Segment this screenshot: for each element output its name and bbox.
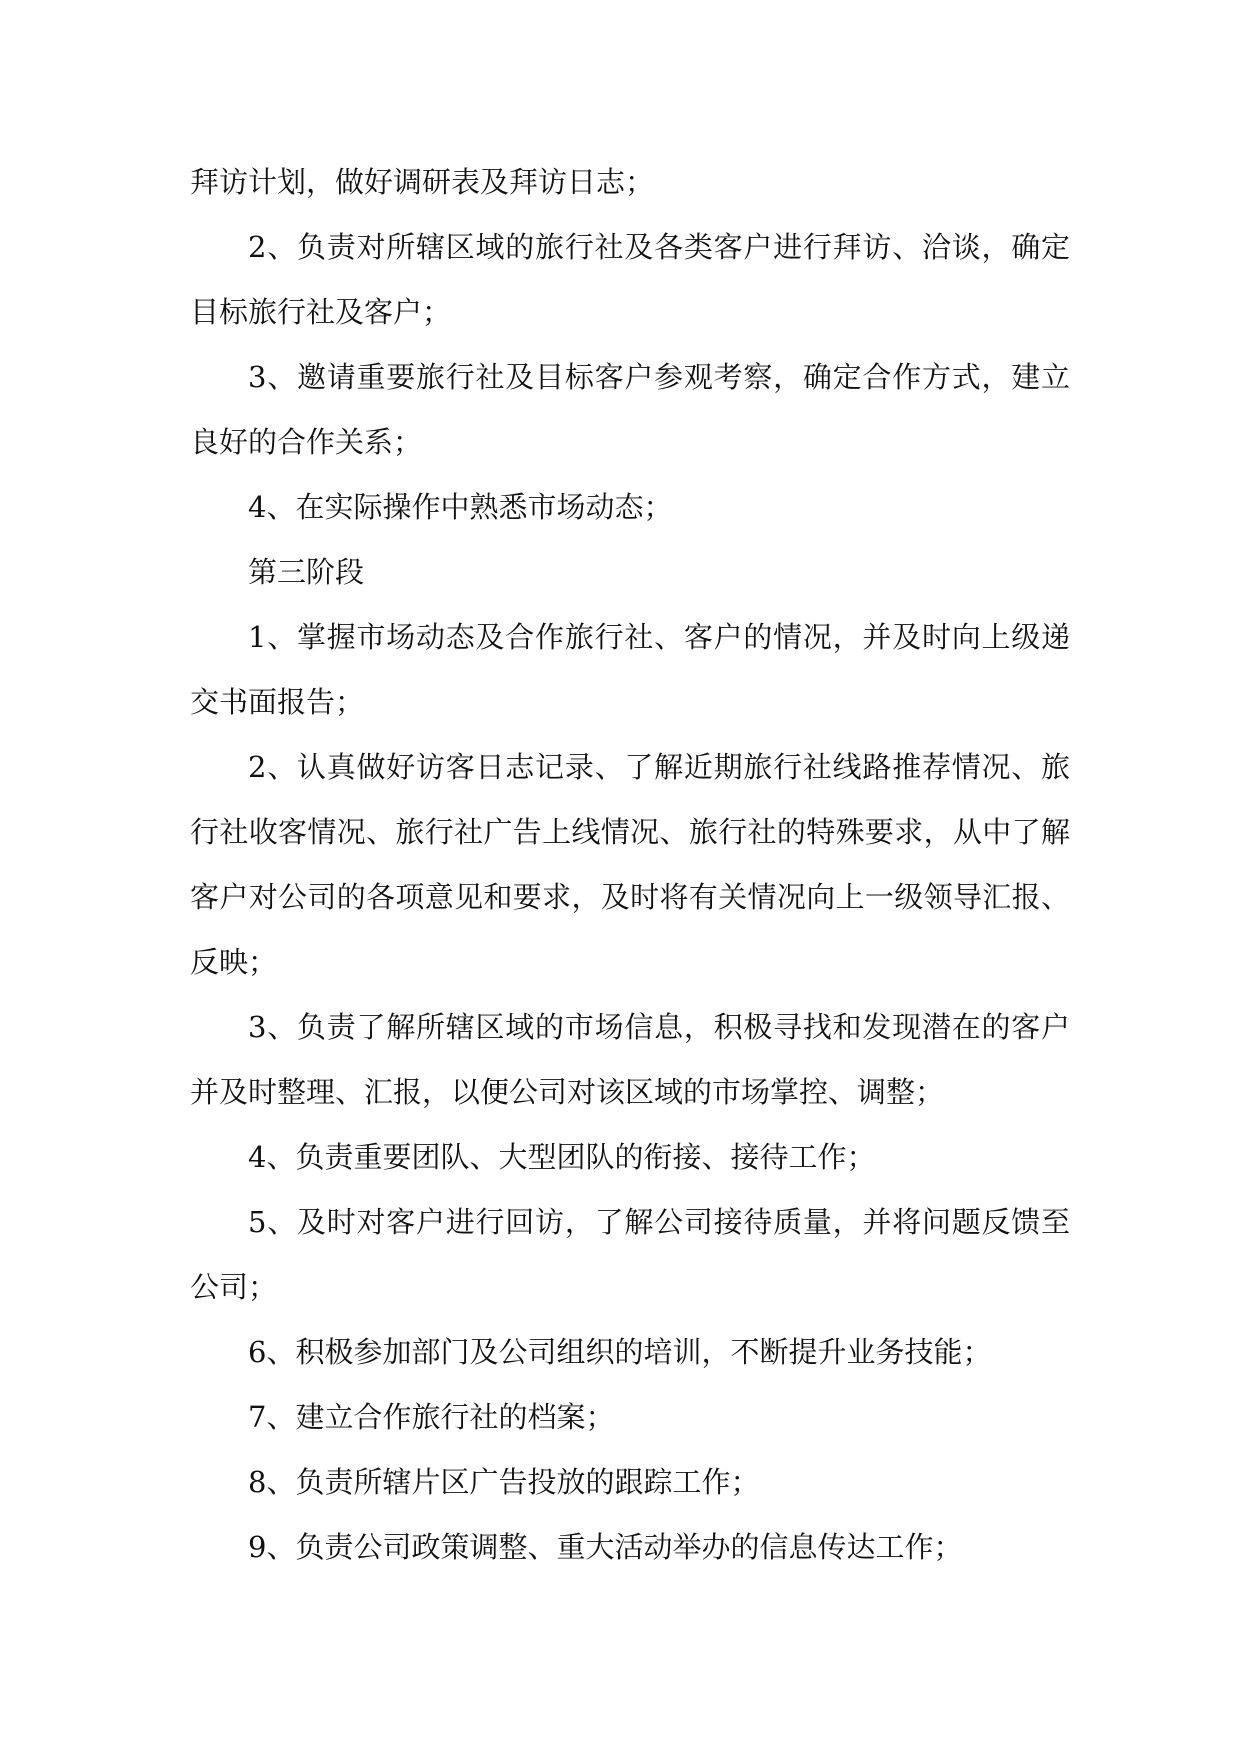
paragraph-stage3-item-6: 6、积极参加部门及公司组织的培训，不断提升业务技能； bbox=[248, 1335, 992, 1369]
paragraph-stage3-item-3: 3、负责了解所辖区域的市场信息，积极寻找和发现潜在的客户并及时整理、汇报，以便公司对该区域的市场掌控、调整； bbox=[190, 1010, 1070, 1109]
paragraph-item-4: 4、在实际操作中熟悉市场动态； bbox=[248, 490, 673, 524]
paragraph-stage3-item-7: 7、建立合作旅行社的档案； bbox=[248, 1400, 615, 1434]
paragraph-continuation: 拜访计划，做好调研表及拜访日志； bbox=[190, 165, 655, 199]
paragraph-stage3-item-9: 9、负责公司政策调整、重大活动举办的信息传达工作； bbox=[248, 1530, 963, 1564]
section-heading-stage-3: 第三阶段 bbox=[248, 555, 365, 589]
paragraph-stage3-item-4: 4、负责重要团队、大型团队的衔接、接待工作； bbox=[248, 1140, 876, 1174]
paragraph-stage3-item-8: 8、负责所辖片区广告投放的跟踪工作； bbox=[248, 1465, 760, 1499]
paragraph-stage3-item-2: 2、认真做好访客日志记录、了解近期旅行社线路推荐情况、旅行社收客情况、旅行社广告上线情况、旅行社的特殊要求，从中了解客户对公司的各项意见和要求，及时将有关情况向上一级领导汇报、反映； bbox=[190, 750, 1070, 979]
paragraph-stage3-item-5: 5、及时对客户进行回访，了解公司接待质量，并将问题反馈至公司； bbox=[190, 1205, 1070, 1304]
paragraph-item-3: 3、邀请重要旅行社及目标客户参观考察，确定合作方式，建立良好的合作关系； bbox=[190, 360, 1070, 459]
document-body bbox=[190, 150, 1070, 1580]
paragraph-stage3-item-1: 1、掌握市场动态及合作旅行社、客户的情况，并及时向上级递交书面报告； bbox=[190, 620, 1070, 719]
paragraph-item-2: 2、负责对所辖区域的旅行社及各类客户进行拜访、洽谈，确定目标旅行社及客户； bbox=[190, 230, 1070, 329]
